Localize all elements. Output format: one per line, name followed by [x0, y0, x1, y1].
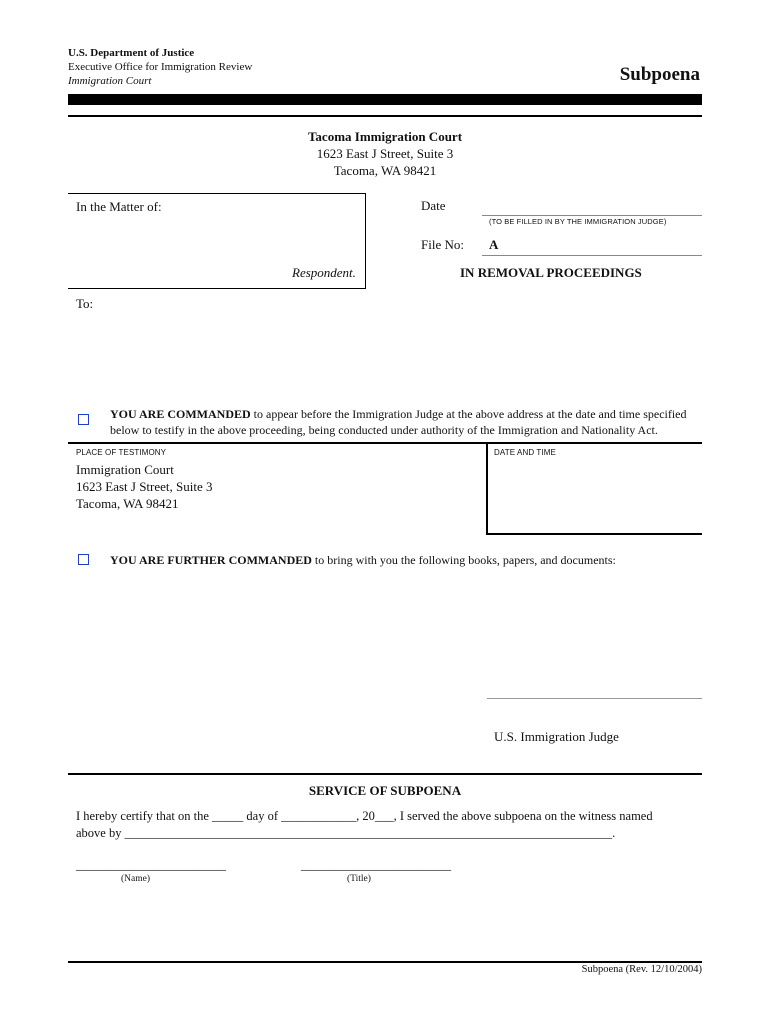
documents-field[interactable] — [76, 575, 696, 685]
place-of-testimony-header: PLACE OF TESTIMONY — [76, 448, 167, 457]
footer-rule — [68, 961, 702, 963]
court-street: 1623 East J Street, Suite 3 — [316, 146, 454, 161]
place-of-testimony-value[interactable] — [76, 461, 213, 512]
file-no-label: File No: — [421, 237, 464, 252]
file-no-value: A — [489, 237, 499, 252]
court-address-block — [185, 128, 585, 179]
title-caption: (Title) — [347, 874, 371, 884]
court-city: Tacoma, WA 98421 — [333, 163, 437, 178]
date-label: Date — [421, 198, 446, 213]
command-bring-rest: to bring with you the following books, papers, and documents: — [311, 553, 616, 567]
court-type: Immigration Court — [68, 75, 152, 87]
title-blank[interactable]: ________________________ — [301, 858, 451, 872]
proceedings-label: IN REMOVAL PROCEEDINGS — [460, 265, 642, 280]
service-title: SERVICE OF SUBPOENA — [308, 783, 462, 798]
command-appear-line2: below to testify in the above proceeding, being conducted under authority of the Immigration and Nationality Act. — [110, 423, 658, 437]
date-line[interactable] — [482, 215, 702, 216]
court-name: Tacoma Immigration Court — [307, 129, 463, 144]
place-line-2: 1623 East J Street, Suite 3 — [76, 479, 213, 494]
place-line-3: Tacoma, WA 98421 — [76, 496, 179, 511]
form-title: Subpoena — [619, 64, 700, 85]
name-caption: (Name) — [121, 874, 151, 884]
datetime-bottom-rule — [486, 533, 702, 535]
agency-name: U.S. Department of Justice — [68, 47, 195, 59]
testimony-divider — [486, 442, 488, 534]
matter-label: In the Matter of: — [76, 199, 162, 214]
header-bar — [68, 94, 702, 105]
service-line-2: above by ______________________________________________________________________________. — [76, 826, 616, 840]
respondent-label: Respondent. — [292, 265, 356, 280]
to-label: To: — [76, 296, 94, 311]
judge-signature-label: U.S. Immigration Judge — [494, 729, 619, 744]
service-top-rule — [68, 773, 702, 775]
command-appear-line1: to appear before the Immigration Judge at the above address at the date and time specified — [250, 407, 687, 421]
office-name: Executive Office for Immigration Review — [68, 61, 253, 73]
testimony-top-rule — [68, 442, 702, 444]
date-note: (TO BE FILLED IN BY THE IMMIGRATION JUDGE) — [489, 217, 667, 226]
command-bring-bold: YOU ARE FURTHER COMMANDED — [110, 553, 312, 567]
name-blank[interactable]: ________________________ — [76, 858, 226, 872]
command-appear-text — [110, 406, 710, 438]
command-appear-bold: YOU ARE COMMANDED — [110, 407, 251, 421]
form-revision: Subpoena (Rev. 12/10/2004) — [581, 964, 702, 975]
file-no-line[interactable] — [482, 255, 702, 256]
date-and-time-field[interactable] — [490, 460, 700, 530]
command-appear-checkbox[interactable] — [78, 414, 89, 425]
service-line-1: I hereby certify that on the _____ day of ____________, 20___, I served the above subpoena on the witness named — [76, 809, 653, 823]
place-line-1: Immigration Court — [76, 462, 174, 477]
command-bring-checkbox[interactable] — [78, 554, 89, 565]
judge-signature-line[interactable] — [487, 698, 702, 699]
service-certification[interactable] — [76, 808, 706, 842]
header-rule — [68, 115, 702, 117]
command-bring-text — [110, 553, 616, 568]
date-and-time-header: DATE AND TIME — [494, 448, 556, 457]
